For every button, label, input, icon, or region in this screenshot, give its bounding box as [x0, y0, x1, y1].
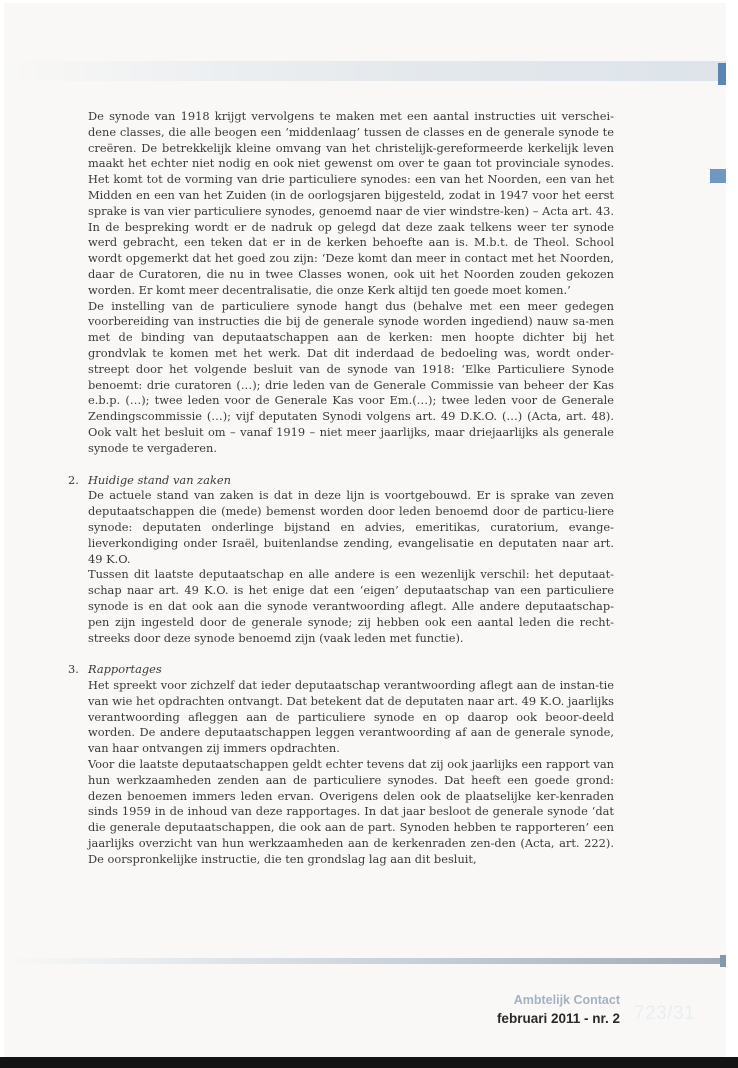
section-heading: [68, 662, 614, 678]
section-number: 2.: [68, 472, 79, 487]
scan-margin: [726, 0, 738, 1068]
issue-label: februari 2011 - nr. 2: [496, 1011, 620, 1026]
paragraph: De instelling van de particuliere synode hangt dus (behalve met een meer gedegen voorbereiding van instructies die bij de generale synode worden ingediend) nauw sa-men met de binding van deputaatschappen aan de kerken: men hoopte dichter bij het grondvlak te komen met het werk. Dat dit inderdaad de bedoeling was, wordt onder-streept door het volgende besluit van de synode van 1918: ‘Elke Particuliere Synode benoemt: drie curatoren (…); drie leden van de Generale Commissie van beheer der Kas e.b.p. (…); twee leden voor de Generale Kas voor Em.(…); twee leden voor de Generale Zendingscommissie (…); vijf deputaten Synodi volgens art. 49 D.K.O. (…) (Acta, art. 48). Ook valt het besluit om – vanaf 1919 – niet meer jaarlijks, maar driejaarlijks als generale synode te vergaderen.: [88, 298, 614, 455]
scan-border: [0, 1057, 738, 1068]
side-tab-marker: [718, 63, 726, 85]
paragraph: Tussen dit laatste deputaatschap en alle andere is een wezenlijk verschil: het deputaat-schap naar art. 49 K.O. is het enige dat een ‘eigen’ deputaatschap van een particuliere synode is en dat ook aan die synode verantwoording aflegt. Alle andere deputaatschap-pen zijn ingesteld door de generale synode; zij hebben ook een aantal leden die recht-streeks door deze synode benoemd zijn (vaak leden met functie).: [88, 567, 614, 645]
magazine-title: Ambtelijk Contact: [513, 993, 620, 1007]
section-heading-text: Rapportages: [88, 662, 162, 677]
section-reports: [68, 662, 614, 867]
paragraph: Het spreekt voor zichzelf dat ieder deputaatschap verantwoording aflegt aan de instan-tie van wie het opdrachten ontvangt. Dat betekent dat de deputaten naar art. 49 K.O. jaarlijks verantwoording afleggen aan de particuliere synode en op daarop ook beoor-deeld worden. De andere deputaatschappen leggen verantwoording af aan de generale synode, van haar ontvangen zij immers opdrachten.: [88, 678, 614, 756]
page-number: 723/31: [634, 1003, 696, 1024]
document-page: [4, 3, 726, 1057]
section-heading: [68, 472, 614, 489]
paragraph: De synode van 1918 krijgt vervolgens te maken met een aantal instructies uit verschei-dene classes, die alle beogen een ‘middenlaag’ tussen de classes en de generale synode te creëren. De betrekkelijk kleine omvang van het christelijk-gereformeerde kerkelijk leven maakt het echter niet nodig en ook niet gewenst om over te gaan tot provinciale synodes. Het komt tot de vorming van drie particuliere synodes: een van het Noorden, een van het Midden en een van het Zuiden (in de oorlogsjaren bijgesteld, zodat in 1947 voor het eerst sprake is van vier particuliere synodes, genoemd naar de vier windstre-ken) – Acta art. 43. In de bespreking wordt er de nadruk op gelegd dat deze zaak telkens weer ter synode werd gebracht, een teken dat er in de kerken behoefte aan is. M.b.t. de Theol. School wordt opgemerkt dat het goed zou zijn: ‘Deze komt dan meer in contact met het Noorden, daar de Curatoren, die nu in twee Classes wonen, ook uit het Noorden zouden gekozen worden. Er komt meer decentralisatie, die onze Kerk altijd ten goede moet komen.’: [88, 109, 614, 297]
section-current-state: [68, 472, 614, 647]
footer-rule: [4, 958, 726, 964]
article-body: [68, 109, 614, 868]
paragraph: De actuele stand van zaken is dat in deze lijn is voortgebouwd. Er is sprake van zeven deputaatschappen die (mede) bemenst worden door leden benoemd door de particu-liere synode: deputaten onderlinge bijstand en advies, emeritikas, curatorium, evange-lieverkondiging onder Israël, buitenlandse zending, evangelisatie en deputaten naar art. 49 K.O.: [88, 488, 614, 566]
header-band: [4, 61, 726, 81]
section-number: 3.: [68, 662, 79, 677]
paragraph: Voor die laatste deputaatschappen geldt echter tevens dat zij ook jaarlijks een rapport van hun werkzaamheden zenden aan de particuliere synodes. Dat heeft een goede grond: dezen benoemen immers leden ervan. Overigens delen ook de plaatselijke ker-kenraden sinds 1959 in de inhoud van deze rapportages. In dat jaar besloot de generale synode ‘dat die generale deputaatschappen, die ook aan de part. Synoden hebben te rapporteren’ een jaarlijks overzicht van hun werkzaamheden aan de kerkenraden zen-den (Acta, art. 222). De oorspronkelijke instructie, die ten grondslag lag aan dit besluit,: [88, 757, 614, 866]
side-tab-marker: [710, 169, 726, 183]
section-heading-text: Huidige stand van zaken: [88, 472, 231, 487]
